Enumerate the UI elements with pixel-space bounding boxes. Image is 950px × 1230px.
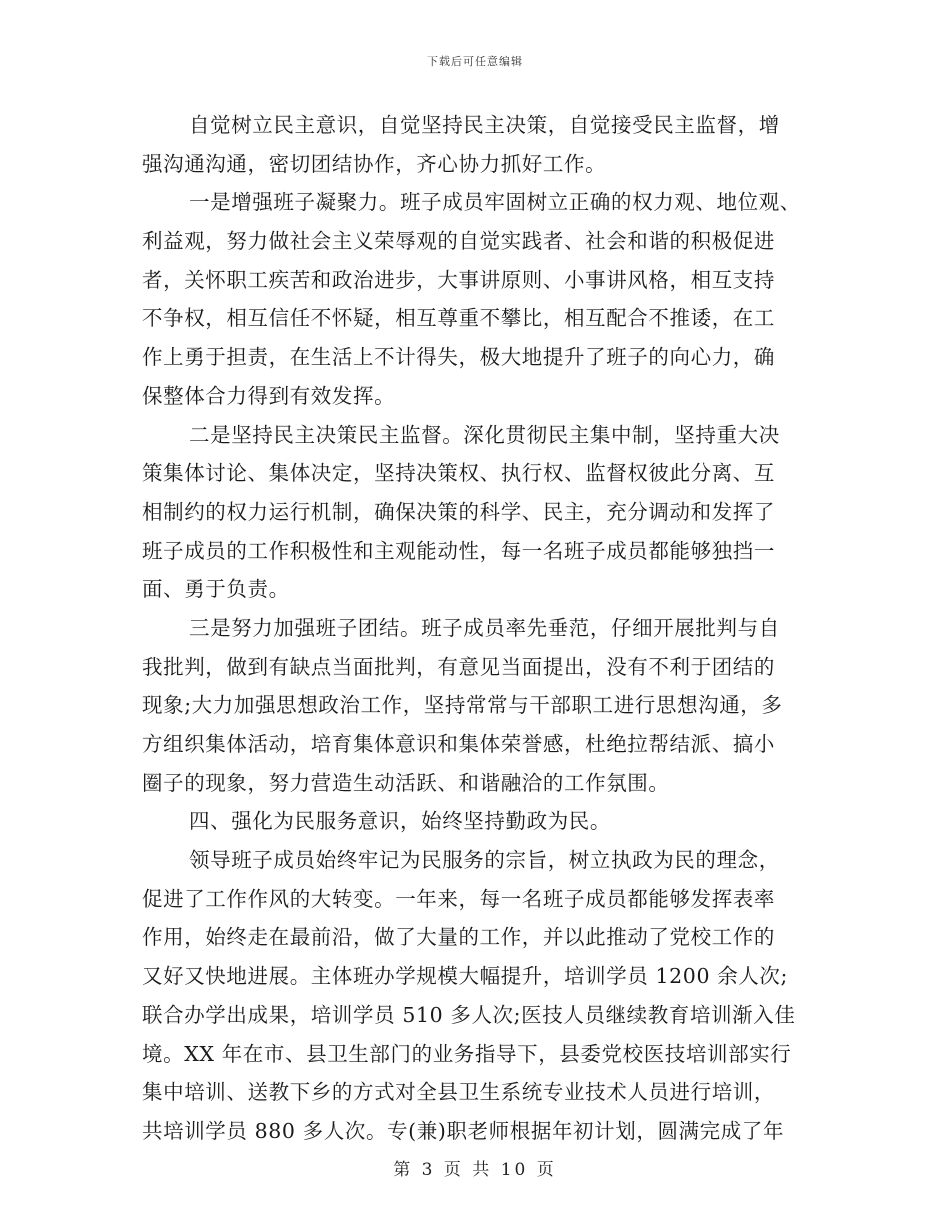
text-line: 集中培训、送教下乡的方式对全县卫生系统专业技术人员进行培训，: [142, 1080, 775, 1105]
page-footer: 第 3 页 共 10 页: [393, 1160, 557, 1180]
text-line: 一是增强班子凝聚力。班子成员牢固树立正确的权力观、地位观、: [189, 190, 801, 215]
text-line: 作用，始终走在最前沿，做了大量的工作，并以此推动了党校工作的: [142, 925, 775, 950]
text-line: 者，关怀职工疾苦和政治进步，大事讲原则、小事讲风格，相互支持: [142, 267, 775, 292]
text-line: 圈子的现象，努力营造生动活跃、和谐融洽的工作氛围。: [142, 770, 670, 795]
text-line: 保整体合力得到有效发挥。: [142, 383, 396, 408]
text-line: 共培训学员 880 多人次。专(兼)职老师根据年初计划，圆满完成了年: [142, 1118, 785, 1143]
text-line: 班子成员的工作积极性和主观能动性，每一名班子成员都能够独挡一: [142, 538, 775, 563]
text-line: 又好又快地进展。主体班办学规模大幅提升，培训学员 1200 余人次;: [142, 964, 789, 989]
text-line: 自觉树立民主意识，自觉坚持民主决策，自觉接受民主监督，增: [189, 113, 780, 137]
text-line: 联合办学出成果，培训学员 510 多人次;医技人员继续教育培训渐入佳: [142, 1002, 796, 1027]
text-line: 我批判，做到有缺点当面批判，有意见当面提出，没有不利于团结的: [142, 654, 775, 679]
text-line: 策集体讨论、集体决定，坚持决策权、执行权、监督权彼此分离、互: [142, 461, 775, 486]
text-line: 现象;大力加强思想政治工作，坚持常常与干部职工进行思想沟通，多: [142, 693, 783, 718]
document-body: [142, 106, 810, 1151]
text-line: 利益观，努力做社会主义荣辱观的自觉实践者、社会和谐的积极促进: [142, 229, 775, 254]
text-line: 二是坚持民主决策民主监督。深化贯彻民主集中制，坚持重大决: [189, 422, 780, 447]
text-line: 方组织集体活动，培育集体意识和集体荣誉感，杜绝拉帮结派、搞小: [142, 732, 775, 756]
page-header: 下载后可任意编辑: [427, 55, 523, 68]
text-line: 不争权，相互信任不怀疑，相互尊重不攀比，相互配合不推诿，在工: [142, 306, 775, 331]
text-line: 四、强化为民服务意识，始终坚持勤政为民。: [189, 809, 611, 834]
text-line: 面、勇于负责。: [142, 577, 290, 602]
text-line: 作上勇于担责，在生活上不计得失，极大地提升了班子的向心力，确: [142, 345, 775, 370]
text-line: 三是努力加强班子团结。班子成员率先垂范，仔细开展批判与自: [189, 615, 780, 640]
text-line: 强沟通沟通，密切团结协作，齐心协力抓好工作。: [142, 151, 607, 176]
text-line: 促进了工作作风的大转变。一年来，每一名班子成员都能够发挥表率: [142, 886, 775, 911]
text-line: 境。XX 年在市、县卫生部门的业务指导下，县委党校医技培训部实行: [142, 1041, 792, 1066]
text-line: 相制约的权力运行机制，确保决策的科学、民主，充分调动和发挥了: [142, 499, 775, 524]
text-line: 领导班子成员始终牢记为民服务的宗旨，树立执政为民的理念，: [189, 848, 780, 873]
